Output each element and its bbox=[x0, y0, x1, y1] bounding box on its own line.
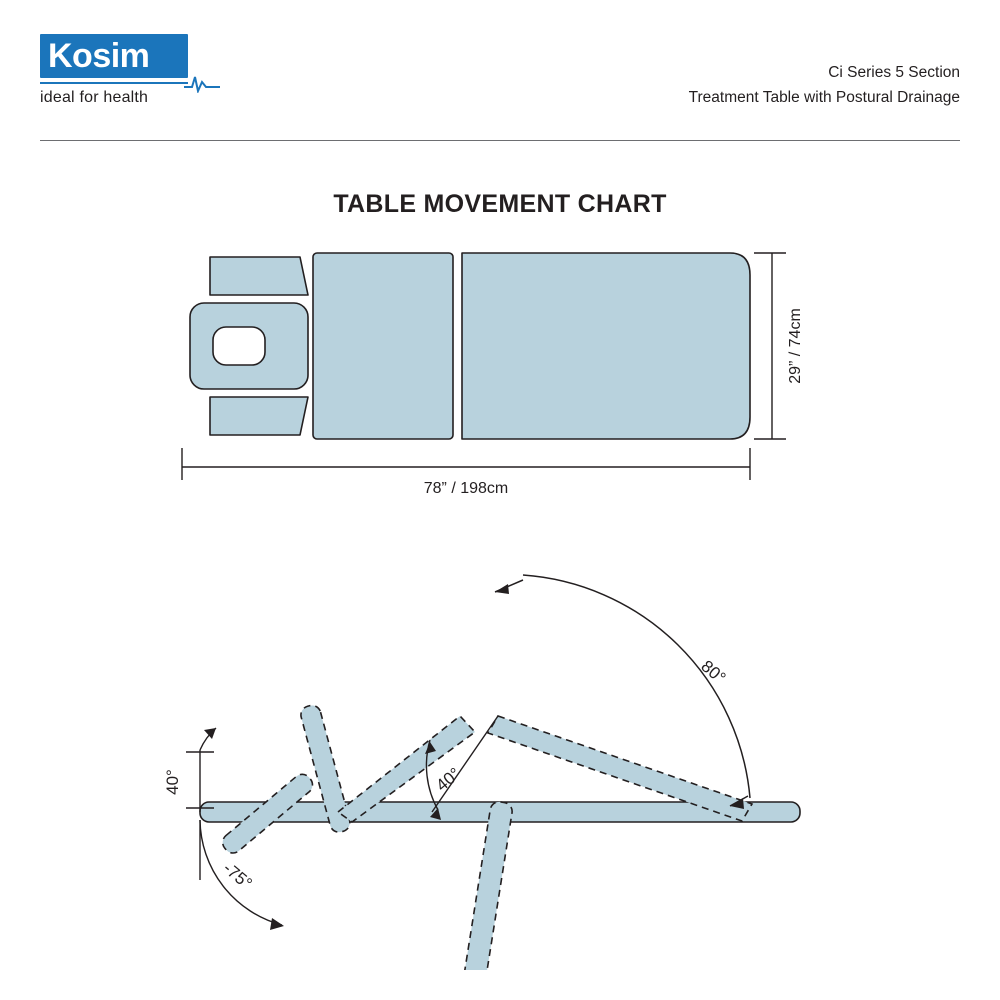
product-title-line1: Ci Series 5 Section bbox=[828, 64, 960, 81]
height-dimension bbox=[754, 253, 786, 439]
logo-badge bbox=[40, 34, 188, 78]
side-view-diagram bbox=[130, 520, 870, 970]
header-divider bbox=[40, 140, 960, 141]
height-label: 29” / 74cm bbox=[787, 308, 804, 384]
product-title-line2: Treatment Table with Postural Drainage bbox=[688, 89, 960, 106]
head-down-angle-arrow bbox=[270, 918, 284, 930]
head-up-angle-arc bbox=[186, 728, 216, 812]
armrest-lower-pad bbox=[210, 397, 308, 435]
head-up-angle-arrow bbox=[204, 728, 216, 739]
product-title bbox=[689, 60, 960, 110]
top-view-diagram bbox=[150, 235, 850, 515]
face-hole bbox=[213, 327, 265, 365]
head-up-angle-label: 40° bbox=[163, 769, 182, 795]
backrest-section-up bbox=[453, 801, 514, 970]
heartbeat-icon bbox=[184, 73, 220, 93]
leg-section-pad bbox=[462, 253, 750, 439]
page-header bbox=[40, 28, 960, 132]
torso-section-pad bbox=[313, 253, 453, 439]
backrest-angle-label: 80° bbox=[697, 656, 730, 688]
logo-wordmark: Kosim bbox=[48, 37, 150, 75]
logo-tagline: ideal for health bbox=[40, 89, 149, 106]
head-down-angle-label: -75° bbox=[219, 858, 256, 894]
width-dimension bbox=[182, 448, 750, 480]
width-label: 78” / 198cm bbox=[423, 480, 509, 497]
armrest-upper-pad bbox=[210, 257, 308, 295]
logo-divider bbox=[40, 82, 188, 84]
mid-angle-label: 40° bbox=[432, 763, 465, 796]
brand-logo bbox=[40, 34, 222, 107]
page-title: TABLE MOVEMENT CHART bbox=[333, 190, 667, 218]
